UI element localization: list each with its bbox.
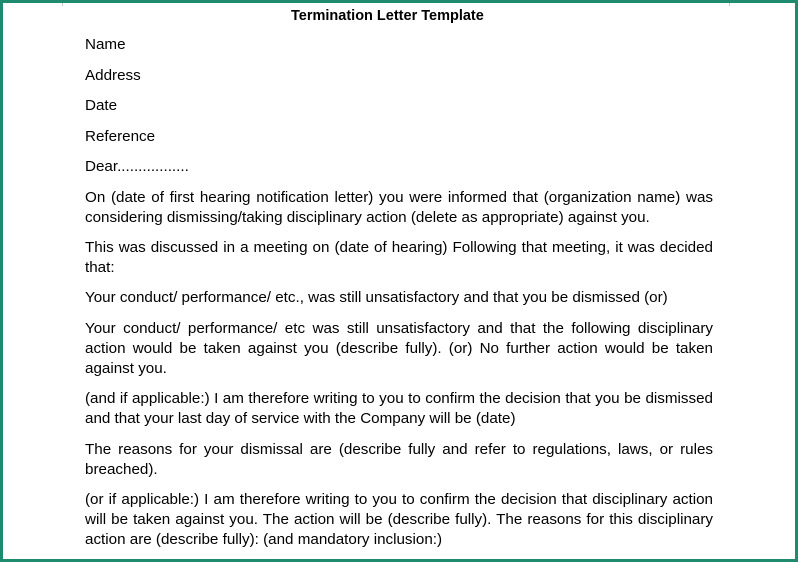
paragraph-dismissal-reasons: The reasons for your dismissal are (describe fully and refer to regulations, laws, or rules breached). (85, 441, 713, 478)
field-reference: Reference (85, 128, 156, 145)
page-title: Termination Letter Template (291, 8, 484, 24)
field-name: Name (85, 36, 126, 53)
paragraph-hearing-notification: On (date of first hearing notification letter) you were informed that (organization name) was considering dismissing/taking disciplinary action (delete as appropriate) against you. (85, 189, 713, 226)
paragraph-disciplinary-option: Your conduct/ performance/ etc was still unsatisfactory and that the following disciplinary action would be taken against you (describe fully). (or) No further action would be taken against you. (85, 320, 713, 377)
crop-mark-left (61, 3, 63, 6)
field-date: Date (85, 97, 118, 114)
field-address: Address (85, 67, 141, 84)
salutation: Dear................. (85, 158, 189, 175)
paragraph-disciplinary-confirmation: (or if applicable:) I am therefore writing to you to confirm the decision that disciplinary action will be taken against you. The action will be (describe fully). The reasons for this disciplinary action are (describe fully): (and mandatory inclusion:) (85, 491, 713, 548)
paragraph-meeting-discussion: This was discussed in a meeting on (date of hearing) Following that meeting, it was decided that: (85, 239, 713, 276)
paragraph-dismissal-confirmation: (and if applicable:) I am therefore writing to you to confirm the decision that you be dismissed and that your last day of service with the Company will be (date) (85, 390, 713, 427)
paragraph-dismissal-option: Your conduct/ performance/ etc., was still unsatisfactory and that you be dismissed (or) (85, 289, 668, 306)
crop-mark-right (729, 3, 731, 6)
